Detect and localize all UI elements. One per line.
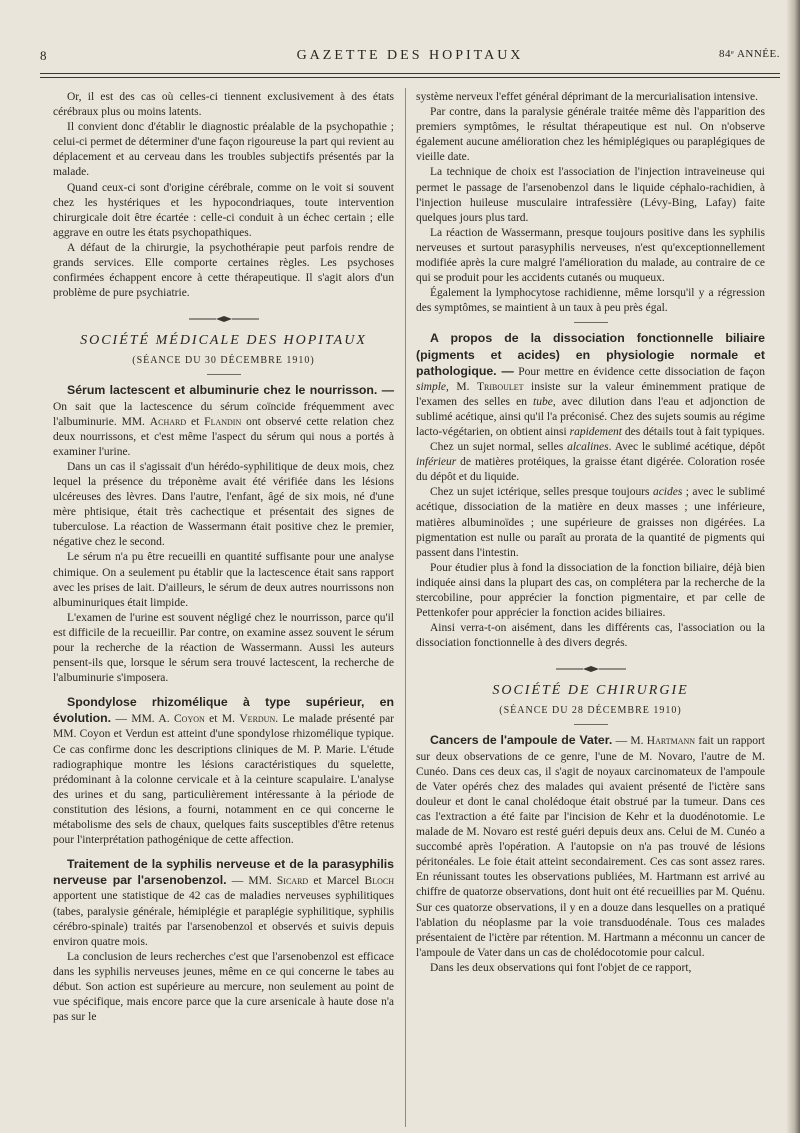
section-paragraph: Cancers de l'ampoule de Vater. — M. Hartmann fait un rapport sur deux observations de ce genre, l'une de M. Novaro, l'autre de M. Cunéo. Dans ces deux cas, il s'agit de noyaux carcinomateux de l'ampoule de Vater opérés chez des malades qui avaient présenté de l'ictère sans douleur et dont le canal cholédoque était obstrué par la tumeur. Dans ces cas l'extraction a été faite par l'incision de Kehr et la duodénotomie. Le malade de M. Novaro est resté guéri depuis deux ans. Celui de M. Cunéo a succombé après l'opération. A l'autopsie on n'a pas trouvé de lésions péritonéales. Le foie était atteint secondairement. Ces cas sont assez rares. En réunissant toutes les observations publiées, M. Hartmann est arrivé au chiffre de quatorze observations, dont huit ont été recueillies par M. Quénu. Sur ces quatorze observations, il y en a douze dans lesquelles on a pratiqué l'ablation du néoplasme par la voie transduodénale. Tous ces malades présentaient de l'ictère par rétention. M. Hartmann a méconnu un cancer de l'ampoule de Vater dans un cas de cholédocotomie pour calcul. <box>416 733 765 959</box>
section-paragraph: Traitement de la syphilis nerveuse et de la parasyphilis nerveuse par l'arsenobenzol. — MM. Sicard et Marcel Bloch apportent une statistique de 42 cas de maladies nerveuses syphilitiques (tabes, paralysie générale, hémiplégie et paraplégie syphilitique, syphilis cérébro-spinale) traités par l'arsenobenzol et observés et suivis depuis environ quatre mois. <box>53 857 394 948</box>
author-name: Flandin <box>204 415 242 428</box>
journal-title: GAZETTE DES HOPITAUX <box>296 48 524 63</box>
ornament-divider <box>189 314 259 324</box>
section-paragraph: A propos de la dissociation fonctionnelle biliaire (pigments et acides) en physiologie normale et pathologique. — Pour mettre en évidence cette dissociation de façon simple, M. Triboulet insiste sur la valeur éminemment pratique de l'examen des selles en tube, avec dilution dans l'eau et adjonction de sublimé acétique, ainsi qu'il l'a préconisé. Chez des sujets soumis au régime lacto-végétarien, on obtient ainsi rapidement des détails tout à fait typiques. <box>416 331 765 438</box>
author-name: Coyon <box>174 713 205 726</box>
paragraph: Dans un cas il s'agissait d'un hérédo-syphilitique de deux mois, chez lequel la présence du tréponème avait été vérifiée dans les lésions ulcéreuses des lèvres. Dans l'autre, l'enfant, âgé de six mois, né d'une mère phtisique, était très cachectique et présentait des signes de tuberculose. La réaction de Wassermann était positive chez le premier, négative chez le second. <box>53 460 394 549</box>
column-divider <box>405 88 406 1127</box>
paragraph: Chez un sujet normal, selles alcalines. Avec le sublimé acétique, dépôt inférieur de matières protéiques, la graisse étant digérée. Coloration rosée du dépôt et du liquide. <box>416 441 765 484</box>
paragraph: Ainsi verra-t-on aisément, dans les différents cas, l'association ou la dissociation fonctionnelle à des divers degrés. <box>416 622 765 650</box>
paragraph: L'examen de l'urine est souvent négligé chez le nourrisson, parce qu'il est difficile de la recueillir. Par contre, on examine assez souvent le sérum pour la recherche de la réaction de Wassermann. Aussi les auteurs pensent-ils que, lorsque le sérum sera trouvé lactescent, la recherche de l'albuminurie s'imposera. <box>53 611 394 685</box>
author-name: Triboulet <box>476 380 524 393</box>
author-name: Bloch <box>364 875 394 888</box>
section-heading: Cancers de l'ampoule de Vater. <box>430 733 613 748</box>
paragraph: Pour étudier plus à fond la dissociation de la fonction biliaire, déjà bien indiquée ainsi dans la plupart des cas, on complétera par la recherche de la stercobiline, pour apprécier la fonction pigmentaire, et par celle de Pettenkofer pour apprécier la fonction acides biliaires. <box>416 561 765 620</box>
section-heading: Traitement de la syphilis nerveuse et de la parasyphilis nerveuse par l'arsenobenzol. <box>53 857 394 888</box>
society-title: SOCIÉTÉ DE CHIRURGIE <box>492 683 689 699</box>
section-heading: Spondylose rhizomélique à type supérieur, en évolution. <box>53 695 394 726</box>
paragraph: Chez un sujet ictérique, selles presque toujours acides ; avec le sublimé acétique, dissociation de la matière en deux masses ; une inférieure, matières albuminoïdes ; une supérieure de graisses non digérées. La pigmentation est nulle ou paraît au prorata de la quantité de pigments qui passent dans l'intestin. <box>416 486 765 559</box>
paragraph: Or, il est des cas où celles-ci tiennent exclusivement à des états cérébraux plus ou moins latents. <box>53 91 394 119</box>
header-rule <box>40 77 780 78</box>
session-date: (SÉANCE DU 30 DÉCEMBRE 1910) <box>132 355 315 367</box>
paragraph: La réaction de Wassermann, presque toujours positive dans les syphilis nerveuses et surtout parasyphilis nerveuses, n'est qu'exceptionnellement modifiée après la cure malgré l'amélioration du malade, au contraire de ce qui se produit pour les accidents cutanés ou muqueux. <box>416 226 765 285</box>
short-rule <box>574 724 608 725</box>
short-rule <box>207 374 241 375</box>
society-title: SOCIÉTÉ MÉDICALE DES HOPITAUX <box>80 333 367 349</box>
left-column <box>53 90 394 1025</box>
author-name: Verdun <box>239 713 276 726</box>
paragraph: Dans les deux observations qui font l'objet de ce rapport, <box>430 961 692 974</box>
page-edge-shadow <box>786 0 800 1133</box>
paragraph: Le sérum n'a pu être recueilli en quantité suffisante pour une analyse chimique. On a seulement pu établir que la lactescence était sans rapport avec les prises de lait. D'ailleurs, le sérum de deux autres nourrissons non albuminuriques était limpide. <box>53 551 394 609</box>
author-name: Hartmann <box>646 735 696 748</box>
short-rule <box>574 322 608 323</box>
section-paragraph: Spondylose rhizomélique à type supérieur, en évolution. — MM. A. Coyon et M. Verdun. Le malade présenté par MM. Coyon et Verdun est atteint d'une spondylose rhizomélique typique. Ce cas confirme donc les descriptions cliniques de M. P. Marie. L'étude radiographique montre les lésions caractéristiques du squelette, prédominant à la colonne cervicale et à la ceinture scapulaire. L'analyse des urines et du sang, particulièrement intéressante à la période de constitution des lésions, a fourni, notamment en ce qui concerne le métabolisme des sels de chaux, quelques faits susceptibles d'être retenus pour l'interprétation pathogénique de cette affection. <box>53 695 395 847</box>
paragraph: Par contre, dans la paralysie générale traitée même dès l'apparition des premiers symptômes, le résultat thérapeutique est nul. On n'observe également aucune amélioration chez les hémiplégiques ou paraplégiques de vieille date. <box>416 106 765 164</box>
session-date: (SÉANCE DU 28 DÉCEMBRE 1910) <box>499 705 682 717</box>
page-number: 8 <box>40 48 47 63</box>
header-rule <box>40 73 780 74</box>
paragraph: Également la lymphocytose rachidienne, même lorsqu'il y a régression des symptômes, se maintient à un taux à peu près égal. <box>416 287 765 315</box>
page-header <box>40 48 780 68</box>
paragraph: La conclusion de leurs recherches c'est que l'arsenobenzol est efficace dans les syphilis nerveuses jeunes, même en ce qui concerne le tabes au début. Son action est supérieure au mercure, non seulement au point de vue spécifique, mais encore parce que la cure arsenicale à haute dose n'a pas sur le <box>53 950 394 1024</box>
paragraph: A défaut de la chirurgie, la psychothérapie peut parfois rendre de grands services. Elle comporte certaines règles. Les psychoses confirmées échappent encore à cette thérapeutique. Il s'agit alors d'un problème de pure psychiatrie. <box>53 241 394 300</box>
section-heading: Sérum lactescent et albuminurie chez le nourrisson. — <box>67 383 394 398</box>
author-name: Achard <box>149 415 187 428</box>
ornament-divider <box>556 664 626 674</box>
section-paragraph: Sérum lactescent et albuminurie chez le nourrisson. — On sait que la lactescence du sérum coïncide fréquemment avec l'albuminurie. MM. Achard et Flandin ont observé cette relation chez deux nourrissons, et c'est même l'aspect du sérum qui nous a portés à examiner l'urine. <box>53 383 394 458</box>
paragraph: La technique de choix est l'association de l'injection intraveineuse qui permet le passage de l'arsenobenzol dans le liquide céphalo-rachidien, à l'injection huileuse musculaire intrafessière (Lévy-Bing, Lafay) faite quelques jours plus tard. <box>416 166 765 224</box>
section-heading: A propos de la dissociation fonctionnelle biliaire (pigments et acides) en physiologie normale et pathologique. — <box>416 331 765 378</box>
paragraph: Il convient donc d'établir le diagnostic préalable de la psychopathie ; celui-ci permet de déterminer d'une façon rigoureuse la part qui revient au déplacement et au cerveau dans les troubles subjectifs présentés par la malade. <box>53 121 394 179</box>
right-column <box>416 90 765 976</box>
author-name: Sicard <box>276 875 309 888</box>
paragraph: Quand ceux-ci sont d'origine cérébrale, comme on le voit si souvent chez les hystériques et les hypocondriaques, toute intervention chirurgicale doit être écartée : celle-ci conduit à un échec certain ; elle aggrave en outre les états psychopathiques. <box>53 181 394 239</box>
year-label: 84ᵉ ANNÉE. <box>719 48 780 60</box>
paragraph: système nerveux l'effet général déprimant de la mercurialisation intensive. <box>416 91 758 103</box>
